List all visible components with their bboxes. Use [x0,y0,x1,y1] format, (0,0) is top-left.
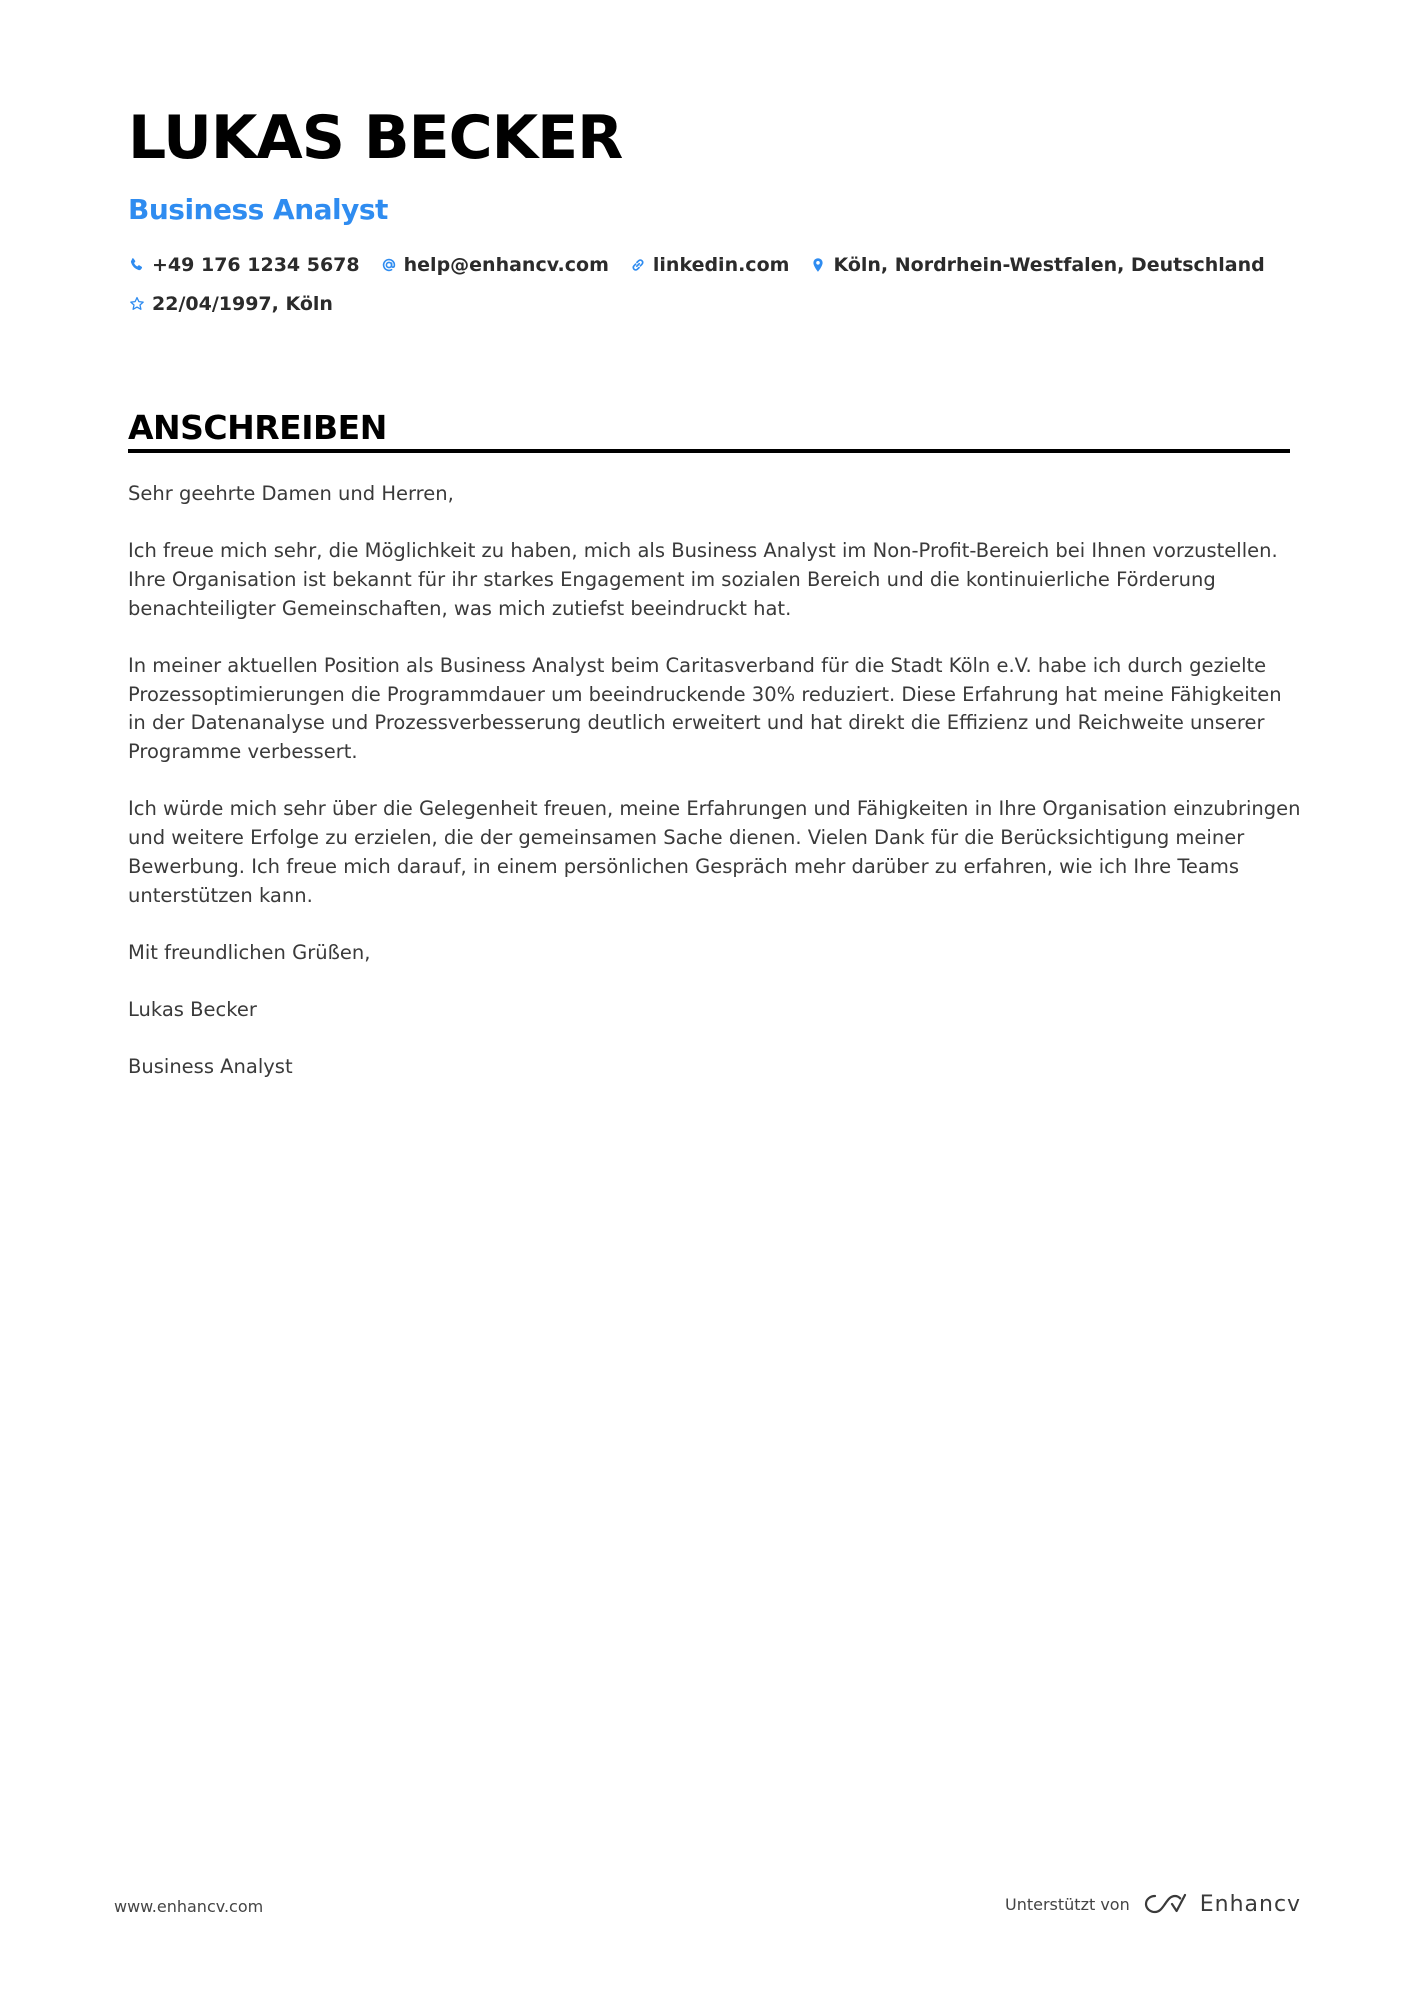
link-icon [629,256,647,274]
closing: Mit freundlichen Grüßen, [128,940,371,964]
at-icon [380,256,398,274]
job-title: Business Analyst [128,193,388,226]
signature-name: Lukas Becker [128,998,257,1022]
phone-icon [128,256,146,274]
email-value: help@enhancv.com [403,254,609,276]
letter-paragraph-1: Ich freue mich sehr, die Möglichkeit zu haben, mich als Business Analyst im Non-Profit-Bereich bei Ihnen vorzustellen. Ihre Organisation ist bekannt für ihr starkes Engagement im sozialen Bereich und die kontinuierliche Förderung benachteiligter Gemeinschaften, was mich zutiefst beeindruckt hat. [128,539,1278,620]
powered-by[interactable] [1005,1891,1301,1917]
contact-phone [128,254,360,276]
location-pin-icon [809,256,827,274]
candidate-name: LUKAS BECKER [128,103,623,173]
letter-body [128,480,1303,1111]
salutation: Sehr geehrte Damen und Herren, [128,482,454,505]
contact-email [380,254,609,276]
website-value: linkedin.com [652,254,790,276]
contact-location [809,254,1264,276]
section-title: ANSCHREIBEN [128,408,387,447]
letter-paragraph-2: In meiner aktuellen Position als Business Analyst beim Caritasverband für die Stadt Köln e.V. habe ich durch gezielte Prozessoptimierungen die Programmdauer um beeindruckende 30% reduziert. Diese Erfahrung hat meine Fähigkeiten in der Datenanalyse und Prozessverbesserung deutlich erweitert und hat direkt die Effizienz und Reichweite unserer Programme verbessert. [128,654,1282,764]
contact-website [629,254,790,276]
powered-by-label: Unterstützt von [1005,1894,1130,1914]
location-value: Köln, Nordrhein-Westfalen, Deutschland [833,254,1265,276]
signature-title: Business Analyst [128,1055,293,1079]
letter-paragraph-3: Ich würde mich sehr über die Gelegenheit freuen, meine Erfahrungen und Fähigkeiten in Ihre Organisation einzubringen und weitere Erfolge zu erzielen, die der gemeinsamen Sache dienen. Vielen Dank für die Berücksichtigung meiner Bewerbung. Ich freue mich darauf, in einem persönlichen Gespräch mehr darüber zu erfahren, wie ich Ihre Teams unterstützen kann. [128,797,1301,907]
section-divider [128,449,1290,453]
phone-value: +49 176 1234 5678 [152,254,360,276]
enhancv-brand-name: Enhancv [1199,1891,1302,1917]
contact-row-secondary [128,293,353,315]
birth-value: 22/04/1997, Köln [152,293,333,315]
star-icon [128,295,146,313]
enhancv-logo-icon [1142,1891,1188,1917]
contact-birth [128,293,333,315]
footer-url[interactable]: www.enhancv.com [114,1897,264,1916]
contact-row-primary [128,254,1285,276]
